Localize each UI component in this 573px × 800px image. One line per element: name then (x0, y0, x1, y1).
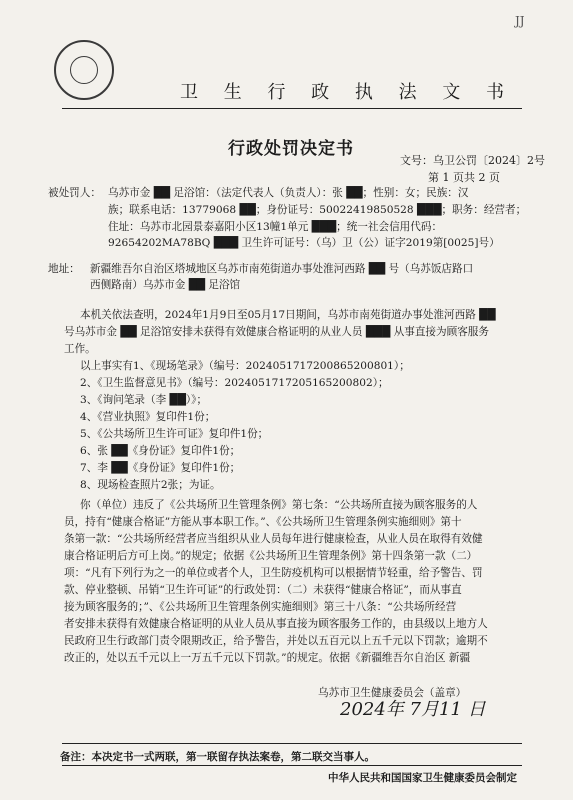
address-label: 地址： (48, 263, 80, 275)
party-line: 92654202MA78BQ ███ 卫生许可证号：（乌）卫（公）证字2019第[0025]号） (108, 237, 500, 249)
evidence-item: 8、现场检查照片2张；为证。 (80, 479, 221, 491)
law-line: 接为顾客服务的；”、《公共场所卫生管理条例实施细则》第三十八条：“公共场所经营 (64, 601, 457, 613)
evidence-item: 7、李 ██《身份证》复印件1份； (80, 462, 241, 474)
evidence-item: 2、《卫生监督意见书》（编号：2024051717205165200802）； (80, 377, 389, 389)
law-line: 款、停业整顿、吊销“卫生许可证”的行政处罚：（二）未获得“健康合格证”，而从事直 (64, 584, 462, 596)
handwritten-date: 2024年 7月11 日 (340, 699, 486, 720)
law-line: 民政府卫生行政部门责令限期改正，给予警告，并处以五百元以上五千元以下罚款；逾期不 (64, 635, 488, 647)
law-line: 员，持有“健康合格证”方能从事本职工作。”、《公共场所卫生管理条例实施细则》第十 (64, 516, 462, 528)
law-line: 康合格证明后方可上岗。”的规定；依据《公共场所卫生管理条例》第十四条第一款（二） (64, 550, 478, 562)
address-line: 西侧路南）乌苏市金 ██ 足浴馆 (90, 279, 241, 291)
body-line: 本机关依法查明，2024年1月9日至05月17日期间，乌苏市南苑街道办事处淮河西路 ██ (80, 309, 496, 321)
footer-divider-top (62, 743, 522, 744)
header-divider (62, 108, 522, 109)
party-line: 族；联系电话：13779068 ██；身份证号：50022419850528 ███；职务：经营者； (108, 204, 527, 216)
body-line: 号乌苏市金 ██ 足浴馆安排未获得有效健康合格证明的从业人员 ███ 从事直接为顾客服务 (64, 326, 489, 338)
document-title: 行政处罚决定书 (228, 139, 354, 159)
evidence-item: 5、《公共场所卫生许可证》复印件1份； (80, 428, 269, 440)
corner-mark: JJ (515, 14, 525, 28)
party-line: 住址：乌苏市北园景泰嘉阳小区13幢1单元 ███；统一社会信用代码： (108, 221, 443, 233)
evidence-intro: 以上事实有1、《现场笔录》（编号：2024051717200865200801）； (80, 360, 410, 372)
law-line: 条第一款：“公共场所经营者应当组织从业人员每年进行健康检查，从业人员在取得有效健 (64, 533, 483, 545)
evidence-item: 6、张 ██《身份证》复印件1份； (80, 445, 241, 457)
law-line: 你（单位）违反了《公共场所卫生管理条例》第七条：“公共场所直接为顾客服务的人 (80, 499, 478, 511)
body-line: 工作。 (64, 343, 96, 355)
address-line: 新疆维吾尔自治区塔城地区乌苏市南苑街道办事处淮河西路 ██ 号（乌苏饭店路口 (90, 263, 474, 275)
page-header-title: 卫 生 行 政 执 法 文 书 (180, 82, 515, 103)
issuer: 乌苏市卫生健康委员会（盖章） (318, 687, 467, 699)
law-line: 者安排未获得有效健康合格证明的从业人员从事直接为顾客服务工作的，由县级以上地方人 (64, 618, 488, 630)
footer-org: 中华人民共和国国家卫生健康委员会制定 (328, 772, 517, 784)
party-label: 被处罚人： (48, 187, 101, 199)
document-number: 文号：乌卫公罚〔2024〕2号 (400, 154, 545, 167)
footer-divider-bottom (62, 765, 522, 766)
law-line: 项：“凡有下列行为之一的单位或者个人，卫生防疫机构可以根据情节轻重，给予警告、罚 (64, 567, 483, 579)
law-line: 改正的，处以五千元以上一万五千元以下罚款。”的规定。依据《新疆维吾尔自治区 新疆 (64, 652, 471, 664)
evidence-item: 4、《营业执照》复印件1份； (80, 411, 216, 423)
emblem-seal (54, 40, 114, 100)
footnote: 备注：本决定书一式两联，第一联留存执法案卷，第二联交当事人。 (60, 751, 375, 763)
page-info: 第 1 页共 2 页 (428, 171, 500, 184)
party-line: 乌苏市金 ██ 足浴馆：（法定代表人（负责人）：张 ██；性别：女；民族：汉 (108, 187, 469, 199)
evidence-item: 3、《询问笔录（李 ██）》； (80, 394, 208, 406)
